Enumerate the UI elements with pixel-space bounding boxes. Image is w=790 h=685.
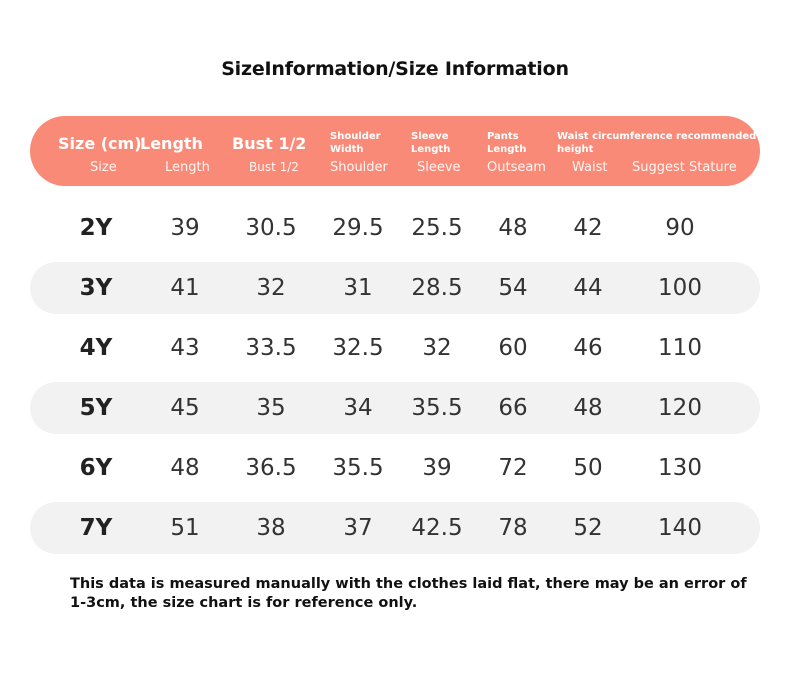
cell-shoulder: 34 xyxy=(343,395,373,421)
cell-outseam: 72 xyxy=(498,455,528,481)
cell-outseam: 48 xyxy=(498,215,528,241)
cell-shoulder: 37 xyxy=(343,515,373,541)
cell-waist: 42 xyxy=(573,215,603,241)
cell-length: 43 xyxy=(170,335,200,361)
cell-size: 2Y xyxy=(79,215,113,241)
header-length-label: Length xyxy=(140,134,203,153)
header-sleeve-label: Sleeve Length xyxy=(411,131,451,155)
header-sleeve-sub: Sleeve xyxy=(417,160,461,175)
header-pants-sub: Outseam xyxy=(487,160,546,175)
cell-waist: 46 xyxy=(573,335,603,361)
cell-sleeve: 42.5 xyxy=(411,515,463,541)
cell-outseam: 66 xyxy=(498,395,528,421)
header-size-sub: Size xyxy=(90,160,117,175)
cell-size: 7Y xyxy=(79,515,113,541)
cell-shoulder: 35.5 xyxy=(332,455,384,481)
header-stature-sub: Suggest Stature xyxy=(632,160,737,175)
table-row xyxy=(30,382,760,434)
cell-sleeve: 25.5 xyxy=(411,215,463,241)
cell-shoulder: 29.5 xyxy=(332,215,384,241)
cell-stature: 140 xyxy=(658,515,702,541)
cell-outseam: 54 xyxy=(498,275,528,301)
cell-length: 39 xyxy=(170,215,200,241)
header-bust-sub: Bust 1/2 xyxy=(249,160,299,174)
cell-sleeve: 32 xyxy=(422,335,452,361)
cell-bust: 36.5 xyxy=(245,455,297,481)
header-shoulder-sub: Shoulder xyxy=(330,160,388,175)
cell-shoulder: 32.5 xyxy=(332,335,384,361)
cell-waist: 44 xyxy=(573,275,603,301)
header-waist-label: Waist circumference recommended height xyxy=(557,131,757,155)
cell-stature: 120 xyxy=(658,395,702,421)
header-bust-label: Bust 1/2 xyxy=(232,134,307,153)
table-row xyxy=(30,502,760,554)
cell-stature: 100 xyxy=(658,275,702,301)
header-pants-label: Pants Length xyxy=(487,131,527,155)
page-title: SizeInformation/Size Information xyxy=(221,58,569,80)
table-row xyxy=(30,442,760,494)
cell-outseam: 60 xyxy=(498,335,528,361)
cell-stature: 90 xyxy=(665,215,695,241)
table-header xyxy=(30,116,760,186)
header-waist-sub: Waist xyxy=(572,160,608,175)
cell-waist: 48 xyxy=(573,395,603,421)
disclaimer-note: This data is measured manually with the clothes laid flat, there may be an error of 1-3cm, the size chart is for reference only. xyxy=(70,576,747,611)
cell-bust: 38 xyxy=(256,515,286,541)
header-size-label: Size (cm) xyxy=(58,134,142,153)
cell-length: 41 xyxy=(170,275,200,301)
cell-size: 6Y xyxy=(79,455,113,481)
header-length-sub: Length xyxy=(165,160,210,175)
cell-waist: 52 xyxy=(573,515,603,541)
header-shoulder-label: Shoulder Width xyxy=(330,131,381,155)
cell-bust: 30.5 xyxy=(245,215,297,241)
cell-sleeve: 35.5 xyxy=(411,395,463,421)
cell-length: 51 xyxy=(170,515,200,541)
cell-size: 3Y xyxy=(79,275,113,301)
cell-length: 48 xyxy=(170,455,200,481)
cell-outseam: 78 xyxy=(498,515,528,541)
cell-size: 5Y xyxy=(79,395,113,421)
cell-length: 45 xyxy=(170,395,200,421)
cell-waist: 50 xyxy=(573,455,603,481)
cell-bust: 33.5 xyxy=(245,335,297,361)
cell-bust: 35 xyxy=(256,395,286,421)
cell-bust: 32 xyxy=(256,275,286,301)
cell-sleeve: 28.5 xyxy=(411,275,463,301)
cell-size: 4Y xyxy=(79,335,113,361)
cell-shoulder: 31 xyxy=(343,275,373,301)
cell-stature: 130 xyxy=(658,455,702,481)
cell-sleeve: 39 xyxy=(422,455,452,481)
table-row xyxy=(30,202,760,254)
table-row xyxy=(30,322,760,374)
cell-stature: 110 xyxy=(658,335,702,361)
table-row xyxy=(30,262,760,314)
